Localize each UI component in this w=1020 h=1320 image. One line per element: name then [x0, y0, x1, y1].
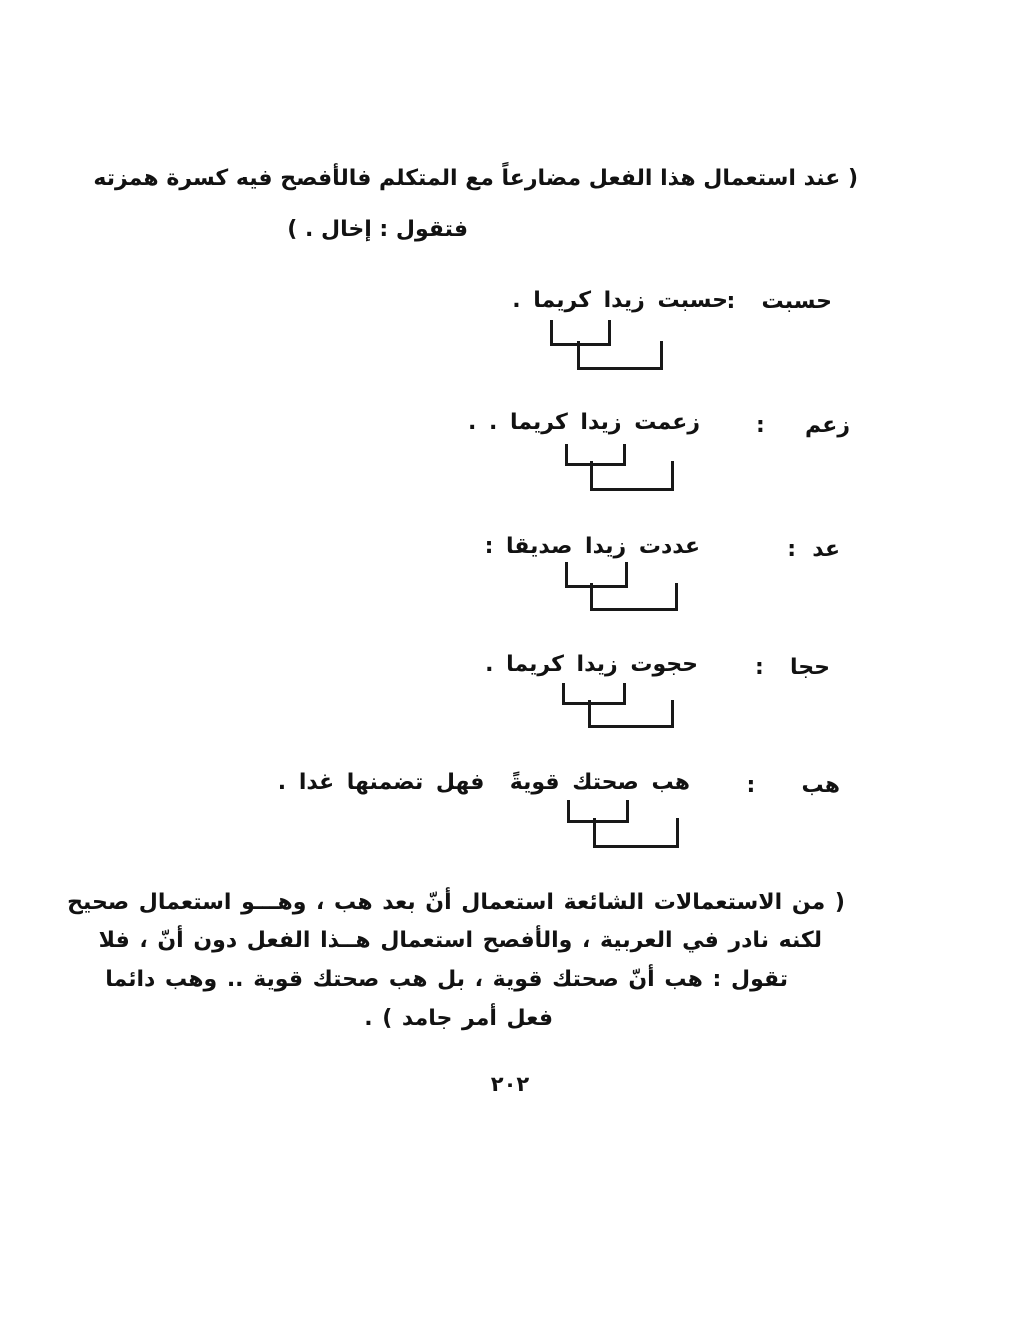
footnote-line-4: فعل أمر جامد ) .: [364, 1006, 553, 1031]
page-number: ٢٠٢: [490, 1072, 530, 1096]
example-2-bracket-lower: [590, 461, 674, 491]
footnote-line-2: لكنه نادر في العربية ، والأفصح استعمال هــذا الفعل دون أنّ ، فلا: [98, 928, 822, 953]
example-4-bracket-lower: [588, 700, 674, 728]
footnote-line-3: تقول : هب أنّ صحتك قوية ، بل هب صحتك قوية .. وهب دائما: [105, 967, 788, 992]
example-2-verb: زعم: [805, 413, 850, 438]
example-4-sentence: حجوت زيدا كريما .: [485, 652, 698, 677]
example-5-verb-label: [746, 769, 840, 803]
example-1-verb: حسبت: [761, 289, 832, 314]
example-5-bracket-lower: [593, 818, 679, 848]
example-3-bracket-lower: [590, 583, 678, 611]
example-2-colon: :: [756, 413, 766, 438]
intro-line-2: فتقول : إخال . ): [287, 217, 468, 242]
example-1-bracket-lower: [577, 341, 663, 370]
example-1-verb-label: [726, 285, 832, 319]
example-2-verb-label: [756, 409, 850, 443]
example-4-verb: حجا: [790, 655, 830, 680]
example-1-sentence: حسبت زيدا كريما .: [512, 288, 728, 313]
example-3-verb-label: [787, 533, 840, 567]
example-4-colon: :: [755, 655, 765, 680]
example-5-verb: هب: [801, 773, 840, 798]
example-2-sentence: زعمت زيدا كريما . .: [467, 410, 700, 435]
footnote-line-1: ( من الاستعمالات الشائعة استعمال أنّ بعد هب ، وهـــو استعمال صحيح: [67, 890, 845, 915]
example-3-verb: عد: [812, 537, 840, 562]
example-4-verb-label: [755, 651, 830, 685]
example-3-colon: :: [787, 537, 797, 562]
example-1-colon: :: [726, 289, 736, 314]
example-5-colon: :: [746, 773, 756, 798]
example-5-sentence: هب صحتك قويةً فهل تضمنها غدا .: [277, 770, 690, 795]
example-3-sentence: عددت زيدا صديقا :: [484, 534, 700, 559]
intro-line-1: ( عند استعمال هذا الفعل مضارعاً مع المتكلم فالأفصح فيه كسرة همزته: [93, 166, 858, 191]
